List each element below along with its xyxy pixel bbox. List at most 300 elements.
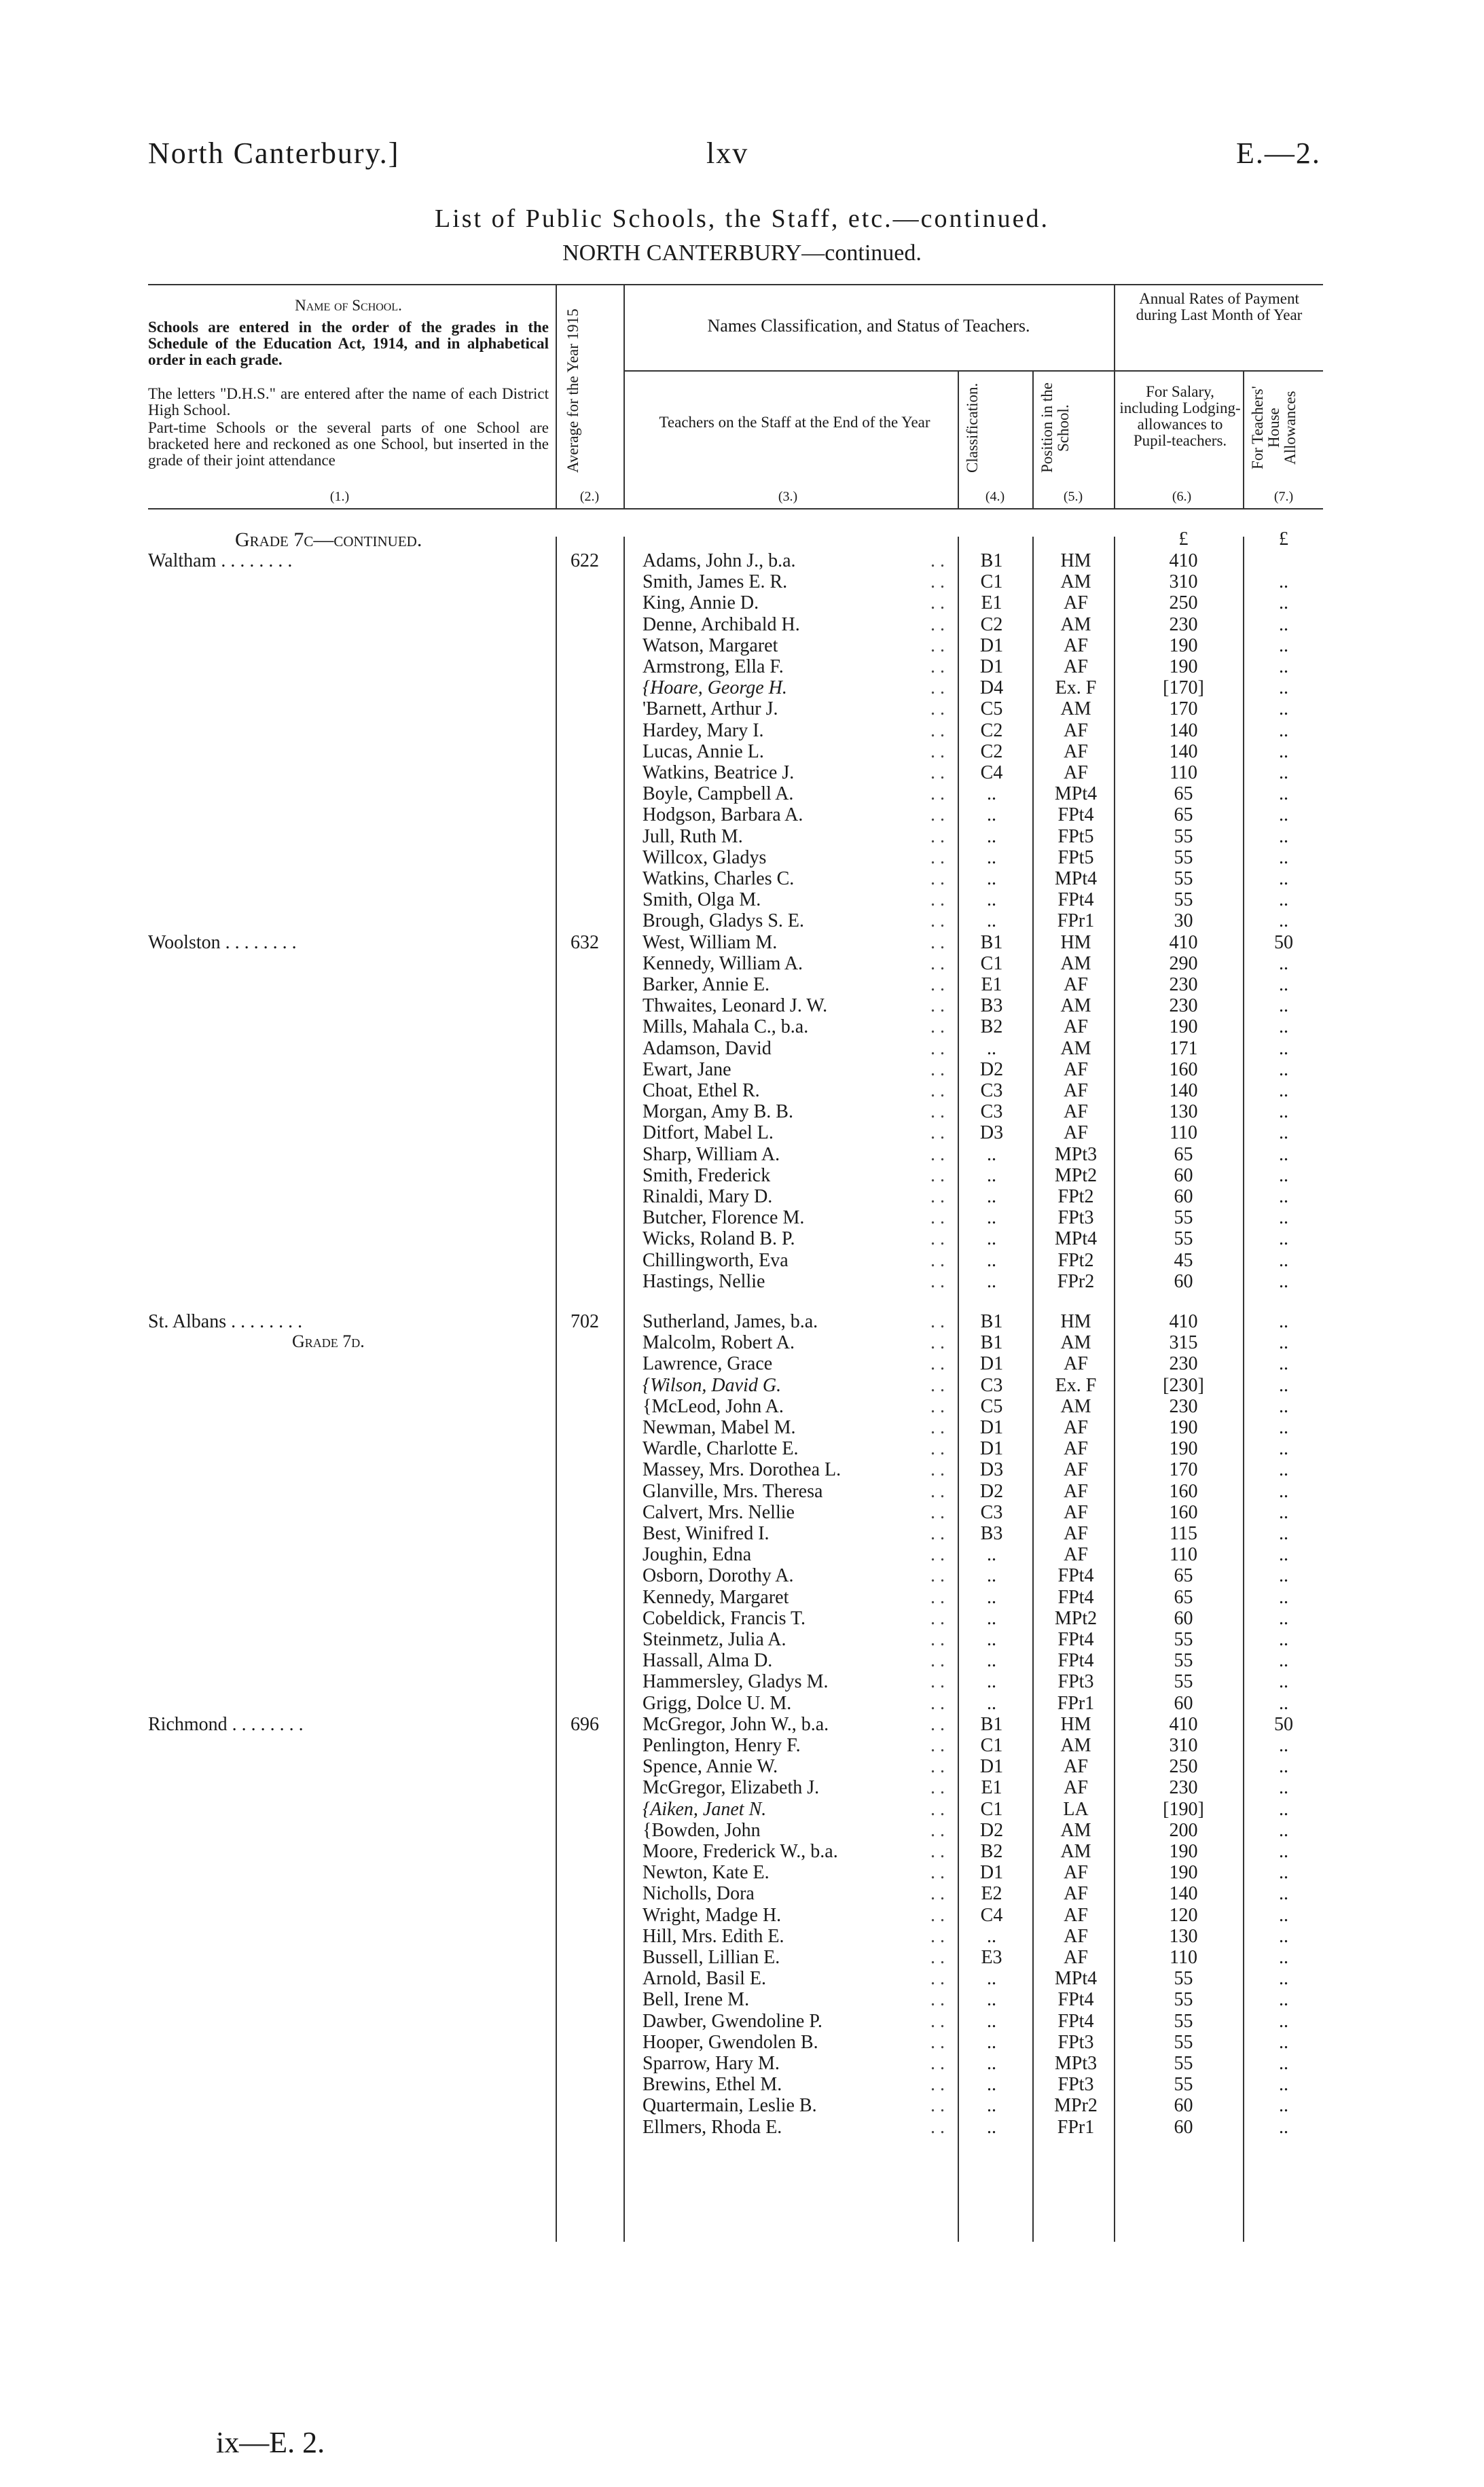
- table-row: [0, 1523, 1484, 1544]
- classification: B1: [980, 1713, 1003, 1735]
- position: AF: [1064, 1862, 1088, 1884]
- leader-dots: . .: [930, 1925, 945, 1947]
- salary: 290: [1169, 952, 1198, 974]
- salary: 60: [1174, 2095, 1193, 2117]
- house-allowance: ..: [1279, 613, 1288, 635]
- house-allowance: ..: [1279, 1164, 1288, 1186]
- house-allowance: ..: [1279, 889, 1288, 911]
- salary: 110: [1170, 1122, 1197, 1144]
- leader-dots: . .: [930, 1395, 945, 1417]
- position: FPt3: [1057, 1671, 1094, 1693]
- table-row: [0, 1650, 1484, 1671]
- table-row: [0, 1165, 1484, 1186]
- salary: 55: [1174, 2010, 1193, 2032]
- teacher-name: Sparrow, Hary M.: [643, 2053, 780, 2074]
- house-allowance: ..: [1279, 1565, 1288, 1587]
- classification: C1: [980, 571, 1003, 593]
- leader-dots: . .: [930, 1841, 945, 1862]
- header-divider: [1032, 370, 1034, 508]
- salary: 120: [1169, 1904, 1198, 1926]
- house-allowance: ..: [1279, 783, 1288, 805]
- school-name: St. Albans . . . . . . . .: [148, 1311, 303, 1332]
- teacher-name: Glanville, Mrs. Theresa: [643, 1480, 823, 1502]
- teacher-name: Rinaldi, Mary D.: [643, 1186, 773, 1207]
- classification: C4: [980, 762, 1003, 783]
- position: FPt5: [1057, 846, 1094, 868]
- grade-heading: Grade 7c—continued.: [235, 529, 422, 551]
- classification: ..: [987, 1249, 996, 1271]
- position: MPt4: [1054, 783, 1098, 805]
- teacher-name: Hammersley, Gladys M.: [643, 1671, 829, 1693]
- teacher-name: Malcolm, Robert A.: [643, 1332, 795, 1354]
- leader-dots: . .: [930, 1186, 945, 1207]
- teacher-name: Smith, Frederick: [643, 1164, 771, 1186]
- position: MPt2: [1054, 1607, 1098, 1629]
- house-allowance: ..: [1279, 846, 1288, 868]
- classification: C3: [980, 1374, 1003, 1396]
- teacher-name: Barker, Annie E.: [643, 974, 770, 995]
- position: FPt4: [1057, 2010, 1094, 2032]
- column-number: (1.): [329, 489, 350, 504]
- table-row: [0, 1228, 1484, 1249]
- position: AF: [1064, 1101, 1088, 1123]
- salary: 55: [1174, 825, 1193, 847]
- classification: D2: [979, 1819, 1004, 1841]
- classification: ..: [987, 2053, 996, 2074]
- position: FPt2: [1057, 1186, 1094, 1207]
- teacher-name: 'Barnett, Arthur J.: [643, 698, 778, 720]
- salary: 140: [1169, 1883, 1198, 1905]
- house-allowance: ..: [1279, 1586, 1288, 1608]
- teacher-name: Choat, Ethel R.: [643, 1080, 760, 1101]
- school-column-note: The letters "D.H.S." are entered after the name of each District High School.: [148, 385, 549, 418]
- teacher-name: Hill, Mrs. Edith E.: [643, 1925, 784, 1947]
- salary: 190: [1169, 1862, 1198, 1884]
- salary: 190: [1169, 1438, 1198, 1460]
- table-row: [0, 1271, 1484, 1292]
- house-allowance: ..: [1279, 1544, 1288, 1566]
- salary: 110: [1170, 1947, 1197, 1968]
- teacher-name: {Aiken, Janet N.: [643, 1798, 767, 1820]
- teacher-name: Calvert, Mrs. Nellie: [643, 1501, 795, 1523]
- position: AF: [1064, 1544, 1088, 1566]
- position: AF: [1064, 1438, 1088, 1460]
- classification: C2: [980, 719, 1003, 741]
- house-allowance: ..: [1279, 804, 1288, 826]
- table-row: [0, 1186, 1484, 1207]
- teacher-name: Spence, Annie W.: [643, 1756, 778, 1778]
- table-row: [0, 1671, 1484, 1692]
- salary: 190: [1169, 1841, 1198, 1862]
- column-number: (2.): [579, 489, 600, 504]
- salary: 230: [1169, 995, 1198, 1017]
- classification: D3: [979, 1122, 1004, 1144]
- classification: ..: [987, 889, 996, 911]
- salary: 65: [1174, 1143, 1193, 1165]
- classification: D1: [979, 634, 1004, 656]
- position: AM: [1060, 1332, 1091, 1354]
- leader-dots: . .: [930, 1904, 945, 1926]
- house-allowance: ..: [1279, 2074, 1288, 2096]
- teacher-name: Ellmers, Rhoda E.: [643, 2116, 782, 2138]
- house-allowance: ..: [1279, 1692, 1288, 1714]
- classification: ..: [987, 1143, 996, 1165]
- house-allowance: ..: [1279, 1629, 1288, 1650]
- classification: ..: [987, 1692, 996, 1714]
- teacher-name: {Hoare, George H.: [643, 677, 787, 699]
- column-number: (4.): [985, 489, 1005, 504]
- classification: D1: [979, 1438, 1004, 1460]
- table-row: [0, 1353, 1484, 1374]
- classification: B2: [980, 1841, 1003, 1862]
- house-allowance: ..: [1279, 1037, 1288, 1059]
- house-allowance: ..: [1279, 1819, 1288, 1841]
- teacher-name: Kennedy, William A.: [643, 952, 803, 974]
- salary: 200: [1169, 1819, 1198, 1841]
- table-row: [0, 826, 1484, 847]
- school-name: Richmond . . . . . . . .: [148, 1713, 304, 1735]
- leader-dots: . .: [930, 1016, 945, 1038]
- salary: 55: [1174, 889, 1193, 911]
- house-allowance: ..: [1279, 1143, 1288, 1165]
- position: AF: [1064, 1016, 1088, 1038]
- table-row: [0, 1059, 1484, 1080]
- salary: 140: [1169, 740, 1198, 762]
- leader-dots: . .: [930, 613, 945, 635]
- salary: 160: [1169, 1501, 1198, 1523]
- leader-dots: . .: [930, 1417, 945, 1438]
- table-row: [0, 804, 1484, 825]
- position: FPr1: [1057, 2116, 1095, 2138]
- teacher-name: Wright, Madge H.: [643, 1904, 782, 1926]
- teacher-name: Smith, Olga M.: [643, 889, 761, 911]
- teacher-name: Moore, Frederick W., b.a.: [643, 1841, 838, 1862]
- table-row: [0, 1608, 1484, 1629]
- classification: E3: [981, 1947, 1002, 1968]
- table-row: [0, 1417, 1484, 1438]
- house-allowance: ..: [1279, 2010, 1288, 2032]
- classification: E1: [981, 592, 1002, 614]
- header-divider: [1243, 370, 1244, 508]
- classification: D1: [979, 1353, 1004, 1375]
- teacher-name: Kennedy, Margaret: [643, 1586, 789, 1608]
- table-row: [0, 550, 1484, 571]
- classification: C3: [980, 1080, 1003, 1101]
- leader-dots: . .: [930, 931, 945, 953]
- salary: 250: [1169, 1756, 1198, 1778]
- leader-dots: . .: [930, 1947, 945, 1968]
- classification: ..: [987, 2010, 996, 2032]
- table-row: [0, 1038, 1484, 1059]
- house-allowance: ..: [1279, 868, 1288, 889]
- teacher-name: Best, Winifred I.: [643, 1523, 770, 1544]
- table-row: [0, 1756, 1484, 1777]
- position: FPr1: [1057, 910, 1095, 932]
- average-attendance: 702: [571, 1311, 599, 1332]
- house-allowance: ..: [1279, 825, 1288, 847]
- salary: 130: [1169, 1101, 1198, 1123]
- salary: 190: [1169, 656, 1198, 677]
- position: FPt4: [1057, 1989, 1094, 2011]
- house-allowance: ..: [1279, 571, 1288, 593]
- classification: E1: [981, 1777, 1002, 1799]
- salary: 65: [1174, 783, 1193, 805]
- house-allowance: ..: [1279, 1353, 1288, 1375]
- table-row: [0, 932, 1484, 953]
- classification: C1: [980, 952, 1003, 974]
- leader-dots: . .: [930, 846, 945, 868]
- classification: C3: [980, 1101, 1003, 1123]
- classification: C5: [980, 1395, 1003, 1417]
- leader-dots: . .: [930, 1713, 945, 1735]
- classification: ..: [987, 1671, 996, 1693]
- column-number: (6.): [1172, 489, 1192, 504]
- salary: 60: [1174, 1692, 1193, 1714]
- teacher-name: McGregor, Elizabeth J.: [643, 1777, 820, 1799]
- teacher-name: Willcox, Gladys: [643, 846, 767, 868]
- classification: ..: [987, 2116, 996, 2138]
- classification: B1: [980, 1311, 1003, 1332]
- currency-symbol: £: [1178, 529, 1189, 550]
- table-row: [0, 1016, 1484, 1037]
- leader-dots: . .: [930, 1523, 945, 1544]
- salary: 190: [1169, 1016, 1198, 1038]
- teacher-name: Watkins, Charles C.: [643, 868, 795, 889]
- leader-dots: . .: [930, 1565, 945, 1587]
- classification: D1: [979, 656, 1004, 677]
- header-sub-rule: [1114, 370, 1323, 372]
- position: AM: [1060, 1735, 1091, 1756]
- salary: [170]: [1163, 677, 1204, 699]
- position: AM: [1060, 1841, 1091, 1862]
- position: AF: [1064, 1777, 1088, 1799]
- table-row: [0, 2117, 1484, 2138]
- table-row: [0, 2053, 1484, 2074]
- house-allowance: ..: [1279, 1671, 1288, 1693]
- position: HM: [1060, 550, 1091, 571]
- position: FPt3: [1057, 2074, 1094, 2096]
- table-row: [0, 571, 1484, 592]
- house-allowance: ..: [1279, 1374, 1288, 1396]
- teacher-name: Smith, James E. R.: [643, 571, 788, 593]
- table-row: [0, 1502, 1484, 1523]
- position: AF: [1064, 1523, 1088, 1544]
- salary: 55: [1174, 846, 1193, 868]
- table-row: [0, 1905, 1484, 1926]
- column-number: (7.): [1273, 489, 1294, 504]
- teacher-name: Adamson, David: [643, 1037, 772, 1059]
- teacher-name: Mills, Mahala C., b.a.: [643, 1016, 809, 1038]
- leader-dots: . .: [930, 1968, 945, 1990]
- leader-dots: . .: [930, 1480, 945, 1502]
- table-row: [0, 1544, 1484, 1565]
- leader-dots: . .: [930, 1207, 945, 1229]
- classification-column-title: Classification.: [964, 382, 981, 473]
- house-allowance: ..: [1279, 656, 1288, 677]
- classification: C2: [980, 740, 1003, 762]
- salary: 230: [1169, 1777, 1198, 1799]
- column-number: (3.): [778, 489, 798, 504]
- position: MPr2: [1054, 2095, 1098, 2117]
- leader-dots: . .: [930, 2010, 945, 2032]
- salary: 170: [1169, 1459, 1198, 1481]
- classification: ..: [987, 2031, 996, 2053]
- position: AM: [1060, 698, 1091, 720]
- table-row: [0, 698, 1484, 719]
- house-allowance: ..: [1279, 910, 1288, 932]
- classification: C5: [980, 698, 1003, 720]
- position: AM: [1060, 995, 1091, 1017]
- teacher-name: Watkins, Beatrice J.: [643, 762, 795, 783]
- classification: ..: [987, 1586, 996, 1608]
- salary: 230: [1169, 1353, 1198, 1375]
- teacher-name: Jull, Ruth M.: [643, 825, 743, 847]
- leader-dots: . .: [930, 952, 945, 974]
- table-row: [0, 2011, 1484, 2032]
- position: FPt4: [1057, 889, 1094, 911]
- table-row: [0, 1799, 1484, 1820]
- average-column-title: Average for the Year 1915: [564, 308, 581, 473]
- house-allowance: ..: [1279, 1756, 1288, 1778]
- position: MPt4: [1054, 1228, 1098, 1250]
- currency-symbol: £: [1279, 529, 1288, 550]
- salary: 310: [1169, 1735, 1198, 1756]
- leader-dots: . .: [930, 1607, 945, 1629]
- salary: 140: [1169, 1080, 1198, 1101]
- leader-dots: . .: [930, 1671, 945, 1693]
- table-row: [0, 1144, 1484, 1165]
- leader-dots: . .: [930, 592, 945, 614]
- classification: ..: [987, 825, 996, 847]
- teacher-name: Lawrence, Grace: [643, 1353, 773, 1375]
- salary: 60: [1174, 1186, 1193, 1207]
- classification: B1: [980, 1332, 1003, 1354]
- leader-dots: . .: [930, 889, 945, 911]
- salary: 45: [1174, 1249, 1193, 1271]
- classification: D4: [979, 677, 1004, 699]
- leader-dots: . .: [930, 825, 945, 847]
- table-row: [0, 2032, 1484, 2053]
- table-row: [0, 677, 1484, 698]
- salary: 170: [1169, 698, 1198, 720]
- position: MPt3: [1054, 1143, 1098, 1165]
- salary: 171: [1169, 1037, 1198, 1059]
- salary: 190: [1169, 634, 1198, 656]
- leader-dots: . .: [930, 1270, 945, 1292]
- salary: 55: [1174, 1629, 1193, 1650]
- leader-dots: . .: [930, 1819, 945, 1841]
- classification: ..: [987, 1989, 996, 2011]
- classification: ..: [987, 868, 996, 889]
- classification: ..: [987, 2095, 996, 2117]
- classification: B1: [980, 550, 1003, 571]
- teacher-name: Joughin, Edna: [643, 1544, 752, 1566]
- header-sub-rule: [623, 370, 1114, 372]
- table-row: [0, 1332, 1484, 1353]
- table-row: [0, 889, 1484, 910]
- table-row: [0, 995, 1484, 1016]
- position: AF: [1064, 1904, 1088, 1926]
- salary: 230: [1169, 613, 1198, 635]
- table-row: [0, 1947, 1484, 1968]
- salary: 410: [1169, 931, 1198, 953]
- teacher-name: Steinmetz, Julia A.: [643, 1629, 786, 1650]
- position: AM: [1060, 1037, 1091, 1059]
- salary: 190: [1169, 1417, 1198, 1438]
- salary: 140: [1169, 719, 1198, 741]
- classification: D1: [979, 1862, 1004, 1884]
- house-allowance: 50: [1274, 931, 1293, 953]
- classification: E2: [981, 1883, 1002, 1905]
- leader-dots: . .: [930, 1629, 945, 1650]
- position: AF: [1064, 762, 1088, 783]
- classification: C4: [980, 1904, 1003, 1926]
- salary: 160: [1169, 1480, 1198, 1502]
- salary: 55: [1174, 1228, 1193, 1250]
- teacher-name: Bell, Irene M.: [643, 1989, 750, 2011]
- leader-dots: . .: [930, 2053, 945, 2074]
- house-allowance: ..: [1279, 995, 1288, 1017]
- teacher-name: Hastings, Nellie: [643, 1270, 765, 1292]
- classification: B1: [980, 931, 1003, 953]
- rates-group-title: Annual Rates of Payment during Last Month of Year: [1136, 290, 1303, 323]
- page-title: List of Public Schools, the Staff, etc.—continued.: [435, 204, 1049, 233]
- classification: C2: [980, 613, 1003, 635]
- teacher-name: Morgan, Amy B. B.: [643, 1101, 793, 1123]
- table-row: [0, 614, 1484, 635]
- house-allowance: ..: [1279, 1883, 1288, 1905]
- house-allowance: ..: [1279, 677, 1288, 699]
- leader-dots: . .: [930, 1311, 945, 1332]
- position: AF: [1064, 1122, 1088, 1144]
- house-allowance: ..: [1279, 1270, 1288, 1292]
- salary: [190]: [1163, 1798, 1204, 1820]
- header-divider: [556, 284, 557, 508]
- leader-dots: . .: [930, 1438, 945, 1460]
- salary: 60: [1174, 2116, 1193, 2138]
- house-allowance: ..: [1279, 1862, 1288, 1884]
- salary: 55: [1174, 1989, 1193, 2011]
- salary: 65: [1174, 1565, 1193, 1587]
- teacher-name: Brewins, Ethel M.: [643, 2074, 782, 2096]
- house-allowance: ..: [1279, 1777, 1288, 1799]
- classification: B3: [980, 995, 1003, 1017]
- position: AM: [1060, 1819, 1091, 1841]
- table-row: [0, 635, 1484, 656]
- leader-dots: . .: [930, 656, 945, 677]
- leader-dots: . .: [930, 2031, 945, 2053]
- position: AF: [1064, 974, 1088, 995]
- teacher-name: Sutherland, James, b.a.: [643, 1311, 818, 1332]
- leader-dots: . .: [930, 1374, 945, 1396]
- leader-dots: . .: [930, 1777, 945, 1799]
- leader-dots: . .: [930, 1459, 945, 1481]
- position: AF: [1064, 719, 1088, 741]
- leader-dots: . .: [930, 1650, 945, 1672]
- leader-dots: . .: [930, 1058, 945, 1080]
- average-attendance: 632: [571, 931, 599, 953]
- teacher-name: Penlington, Henry F.: [643, 1735, 801, 1756]
- position: AF: [1064, 1756, 1088, 1778]
- leader-dots: . .: [930, 1798, 945, 1820]
- house-allowance: ..: [1279, 1607, 1288, 1629]
- house-allowance: ..: [1279, 1311, 1288, 1332]
- position: MPt4: [1054, 1968, 1098, 1990]
- salary: 55: [1174, 1671, 1193, 1693]
- leader-dots: . .: [930, 1037, 945, 1059]
- position: AF: [1064, 1353, 1088, 1375]
- position: HM: [1060, 931, 1091, 953]
